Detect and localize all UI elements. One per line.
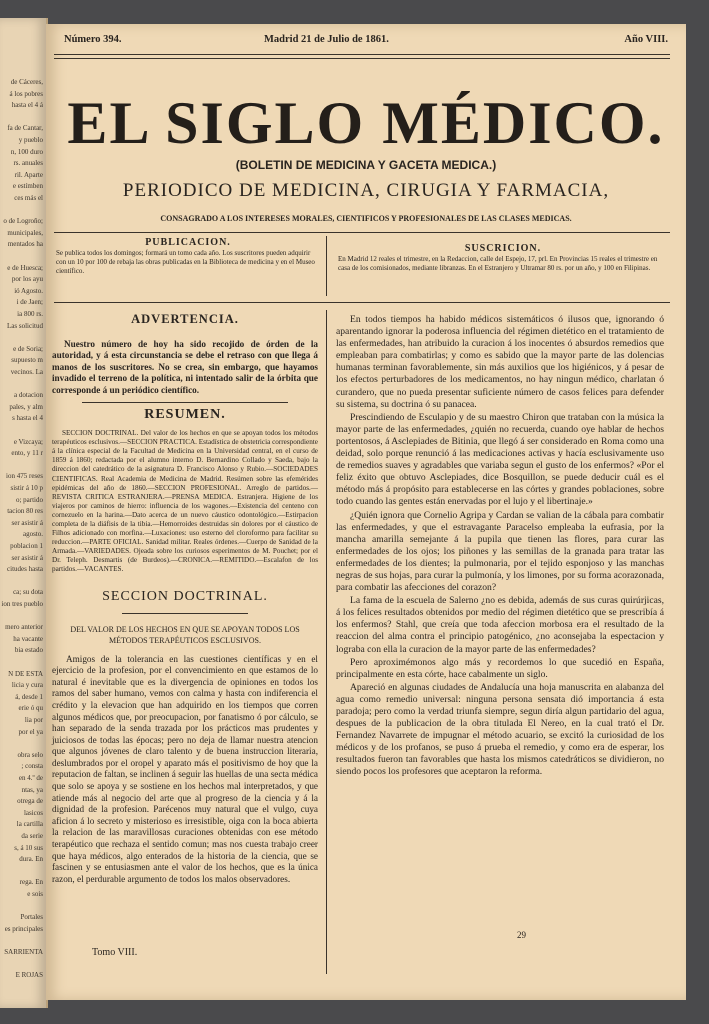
prev-page-line: por el ya xyxy=(18,727,43,736)
prev-page-line: mentados ha xyxy=(7,240,43,249)
prev-page-line: licia y cura xyxy=(11,681,43,690)
right-paragraph: La fama de la escuela de Salerno ¿no es debida, además de sus curas quirúrjicas, á los felices resultados obtenidos por medio del régimen dietético que se prescribía á los enfermos? Stahl, que creía que toda afeccion morbosa era el resultado de la reaccion del alma contra el principio patogénico, ¿no aconsejaba la espectacion y lograba con ella la curacion de la mayor parte de las enfermedades? xyxy=(336,595,664,655)
divider xyxy=(82,402,288,403)
prev-page-line: á, desde 1 xyxy=(15,692,43,701)
prev-page-line: ; consta xyxy=(21,762,43,771)
prev-page-line: ril. Aparte xyxy=(14,170,43,179)
resumen-heading: RESUMEN. xyxy=(144,407,226,423)
left-column xyxy=(52,310,318,885)
prev-page-line: fa de Cantar, xyxy=(7,124,43,133)
newspaper-page xyxy=(46,24,686,1000)
prev-page-line: o; partido xyxy=(15,495,43,504)
prev-page-line: s, á 10 sus xyxy=(14,843,43,852)
prev-page-line: e estímben xyxy=(12,182,43,191)
prev-page-line: ia 800 rs. xyxy=(17,310,43,318)
prev-page-line: por los ayu xyxy=(11,275,43,284)
subtitle-bulletin: (BOLETIN DE MEDICINA Y GACETA MEDICA.) xyxy=(235,158,497,172)
prev-page-line: s hasta el 4 xyxy=(12,414,43,423)
prev-page-line: ion 475 reses xyxy=(6,472,43,481)
publicacion-heading: PUBLICACION. xyxy=(145,237,231,248)
right-column xyxy=(336,314,664,780)
prev-page-line: rs. anuales xyxy=(13,159,43,168)
publicacion-text: Se publica todos los domingos; formará un tomo cada año. Los suscritores pueden adquirir con un 10 por 100 de rebaja las obras publicadas en la Biblioteca de medicina y en el Museo científico. xyxy=(56,249,315,275)
masthead-title: EL SIGLO MÉDICO. xyxy=(67,90,665,156)
prev-page-line: dura. En xyxy=(19,855,43,864)
prev-page-line: mero anterior xyxy=(5,623,43,632)
prev-page-line: agosto. xyxy=(22,530,43,539)
prev-page-line: e sois xyxy=(27,890,43,898)
info-rule-bottom xyxy=(54,302,670,303)
prev-page-line: otrega de xyxy=(17,797,43,806)
prev-page-line: vecinos. La xyxy=(10,368,43,376)
publicacion-box xyxy=(56,238,320,276)
prev-page-line: e de Huesca; xyxy=(7,263,43,272)
resumen-text: SECCION DOCTRINAL. Del valor de los hechos en que se apoyan todos los métodos terapéuticos esclusivos.—SECCION PRACTICA. Estadística de obstetricia correspondiente á la clínica especial de la Facultad de Medicina en la Universidad central, en el curso de 1859 á 1860; redactada por el alumno interno D. Bernardino Collado y Saeda, bajo la direccion del catedrático de la asignatura D. Francisco Alonso y Rubio.—SOCIEDADES CIENTIFICAS. Real Academia de Medicina de Madrid. Resúmen sobre las efemérides epidémicas del año de 1860.—SECCION PROFESIONAL. Arreglo de partidos.—REVISTA CRITICA ESTRANJERA.—PRENSA MEDICA. Estranjera. Higiene de los viajeros por caminos de hierro: influencia de los wagones.—Existencia del centeno con cornezuelo en la harina.—Dato acerca de un nuevo cáustico odontológico.—Estirpacion completa de la diáfisis de la tibia.—Hemorroides destruidas sin dolores por el cáustico de Filhos adicionado con morfina.—Luxaciones: uso esterno del cloroformo para facilitar su reduccion.—PARTE OFICIAL. Sanidad militar. Reales órdenes.—Cuerpo de Sanidad de la Armada.—VARIEDADES. Ojeada sobre los curiosos esperimentos de M. Pouchet; por el Dr. Teleph. Desmartis (de Burdeos).—CRONICA.—REMITIDO.—Escalafon de los partidos.—VACANTES. xyxy=(52,429,318,574)
prev-page-line: y pueblo xyxy=(18,136,43,144)
prev-page-line: ion tres pueblo xyxy=(1,600,43,608)
prev-page-line: ser asistir á xyxy=(11,553,43,562)
prev-page-line: es principales xyxy=(4,924,43,933)
prev-page-line: bia estado xyxy=(14,646,43,655)
prev-page-line: E ROJAS xyxy=(15,971,43,980)
prev-page-line: municipales, xyxy=(7,228,43,237)
doctrinal-text: Amigos de la tolerancia en las cuestiones científicas y en el ejercicio de la profesion, por el convencimiento en que estamos de lo natural é inevitable que es la divergencia de opiniones en todos los ramos del saber humano, vemos con calma y hasta con indiferencia el crédito y la elevacion que han adquirido en los tiempos que corren algunos médicos que, por preocupacion, por fanatismo ó por cálculo, se han separado de la senda trazada por los prácticos mas prudentes y juiciosos de todas las épocas; pero no deja de llamar nuestra atencion que algunos jóvenes de claro talento y de buena instruccion literaria, deslumbrados por el oropel y aparato más el positivismo de hoy que la reputacion de faltan, se inclinen á seguir las huellas de una secta médica que solo se apoya y se sostiene en los hechos mal interpretados, y que atiende más al negocio del arte que al progreso de la ciencia y á la dignidad de la profesion. Parécenos muy natural que el vulgo, cuya aficion á lo secreto y misterioso es irresistible, oiga con la boca abierta la relacion de las maravillosas curaciones obtenidas con ese método terapéutico que rechaza el sentido comun; mas nos cuesta trabajo creer que haya médicos, algo enterados de la historia de la ciencia, que se fascinen y se entusiasmen ante el valor de los hechos, que es la única razon, el perdurable argumento de todos los malos observadores. xyxy=(52,653,318,884)
right-paragraph: En todos tiempos ha habido médicos sistemáticos ó ilusos que, ignorando ó aparentando ignorar la poderosa influencia del régimen dietético en el tratamiento de las enfermedades, han atribuido la curacion á los inocentes ó absurdos remedios que empleaban para combatirlas; y como es sabido que la mayor parte de las dolencias humanas terminan favorablemente, sin más auxilios que los higiénicos, y á pesar de los efectos perturbadores de los medicamentos, no hay ningun médico, charlatan ó curandero, que no pueda presentar suficiente número de casos felices para defender su sistema, su doctrina ó su panacea. xyxy=(336,314,664,410)
prev-page-line: Las solicitud xyxy=(7,321,43,330)
page-number: 29 xyxy=(517,930,526,940)
prev-page-line: ió Agosto. xyxy=(14,286,43,295)
tomo-label: Tomo VIII. xyxy=(92,947,138,958)
divider-2 xyxy=(122,613,248,614)
suscricion-text: En Madrid 12 reales el trimestre, en la Redaccion, calle del Espejo, 17, prl. En Provincias 15 reales el trimestre en casa de los comisionados, mediante libranzas. En el Estranjero y Ultramar 80 rs. por un año, y 100 en Filipinas. xyxy=(338,255,658,272)
prev-page-line: da serie xyxy=(21,832,43,840)
prev-page-line: ento, y 11 r xyxy=(11,449,43,458)
header-rule xyxy=(54,54,670,55)
issue-number: Número 394. xyxy=(64,34,122,45)
prev-page-line: poblacion 1 xyxy=(10,542,43,550)
prev-page-line: N DE ESTA xyxy=(8,669,43,678)
prev-page-line: ser asistir á xyxy=(11,518,43,527)
suscricion-box xyxy=(338,244,668,273)
prev-page-line: ca; su dota xyxy=(13,588,43,597)
prev-page-line: citudes hasta xyxy=(7,565,43,574)
issue-date: Madrid 21 de Julio de 1861. xyxy=(264,34,389,45)
prev-page-line: la cartilla xyxy=(16,820,43,829)
prev-page-line: supuesto m xyxy=(11,356,43,365)
info-rule-top xyxy=(54,232,670,233)
header-rule-2 xyxy=(54,58,670,59)
suscricion-heading: SUSCRICION. xyxy=(464,243,542,254)
prev-page-line: hasta el 4 á xyxy=(11,101,43,110)
prev-page-line: n, 100 duro xyxy=(10,147,43,156)
right-paragraph: Pero aproximémonos algo más y recordemos lo que sucedió en España, principalmente en esta córte, hace cabalmente un siglo. xyxy=(336,656,664,680)
seccion-doctrinal-heading: SECCION DOCTRINAL. xyxy=(102,588,268,604)
prev-page-line: pales, y alm xyxy=(9,402,43,411)
prev-page-line: lia por xyxy=(24,716,43,724)
prev-page-line: i de Jaen; xyxy=(16,298,43,307)
prev-page-line: á los pobres xyxy=(9,89,43,98)
prev-page-line: ces más el xyxy=(14,194,43,202)
previous-page-edge xyxy=(0,18,48,1008)
subtitle-consagrado: CONSAGRADO A LOS INTERESES MORALES, CIENTIFICOS Y PROFESIONALES DE LAS CLASES MEDICAS. xyxy=(160,214,572,223)
prev-page-line: e de Soria; xyxy=(13,344,43,353)
subtitle-periodico: PERIODICO DE MEDICINA, CIRUGIA Y FARMACIA, xyxy=(122,180,610,201)
prev-page-line: Portales xyxy=(20,913,43,922)
prev-page-line: ha vacante xyxy=(13,634,43,643)
prev-page-line: de Cáceres, xyxy=(10,78,43,86)
prev-page-line: sistir á 10 p xyxy=(10,484,43,492)
prev-page-line: e Vizcaya; xyxy=(13,437,43,446)
prev-page-line: o de Logroño; xyxy=(3,217,43,226)
prev-page-line: obra selo xyxy=(17,750,43,759)
right-paragraph: Prescindiendo de Esculapio y de su maestro Chiron que trataban con la música la mayor parte de las enfermedades, ¿quién no recuerda, cuando oye hablar de hechos portentosos, á Asclepiades de Bitinia, que llegó á ser considerado en Roma como una deidad, solo porque renunció á las medicaciones activas y hacía esclusivamente uso de remedios suaves y agradables que variaba segun el gusto de los enfermos? «Por el feliz éxito que obtuvo Asclepiades, dice Bosquillon, se puede deducir cuál es el método más á propósito para establecerse en las córtes y grandes poblaciones, sobre todo cuando las gentes están enervadas por el lujo y el libertinaje.» xyxy=(336,411,664,508)
prev-page-line: en 4.º de xyxy=(18,774,43,782)
article-title: DEL VALOR DE LOS HECHOS EN QUE SE APOYAN TODOS LOS MÉTODOS TERAPÉUTICOS ESCLUSIVOS. xyxy=(70,624,300,645)
prev-page-line: tacion 80 res xyxy=(7,507,43,516)
header-bar xyxy=(64,34,668,50)
prev-page-line: a dotacion xyxy=(14,391,43,400)
prev-page-line: erie ó qu xyxy=(18,704,43,713)
right-paragraph: ¿Quién ignora que Cornelio Agripa y Cardan se valian de la cábala para combatir las enfermedades, y que el estravagante Paracelso empleaba la eufrasia, por la mancha amarilla semejante á la pupila que tienen las flores, para curar las enfermedades de los ojos; los piñones y las semillas de la granada para tratar las enfermedades de los dientes; la pulmonaria, por el tejido esponjoso y las manchas negras de sus hojas, para curar la pulmonía, y los limones, por su forma acorazonada, para combatir las afecciones del corazon? xyxy=(336,509,664,594)
advertencia-text: Nuestro número de hoy ha sido recojido de órden de la autoridad, y á esta circunstancia se debe el retraso con que llega á manos de los suscritores. No se crea, sin embargo, que hayamos invadido el terreno de la política, ni intentado salir de la órbita que corresponde á un periódico científico. xyxy=(52,339,318,395)
prev-page-line: rega. En xyxy=(19,878,43,887)
right-paragraph: Apareció en algunas ciudades de Andalucía una hoja manuscrita en alabanza del agua como remedio universal: ninguna persona sensata dió importancia á esta paradoja; pero como la verdad triunfa siempre, segun diría algun partidario del agua, despues de la publicacion de la obra titulada El Nereo, en la cual trató el Dr. Fernandez Navarrete de impugnar el método acuario, se excitó la curiosidad de los médicos y de los profanos, se puso á prueba el remedio, y como era de esperar, los resultados fueron tan favorables que hasta los mismos catedráticos se dividieron, no siendo pocos los profesores que aceptaron la reforma. xyxy=(336,681,664,778)
prev-page-line: SARRIENTA xyxy=(4,948,43,956)
advertencia-heading: ADVERTENCIA. xyxy=(131,312,239,326)
prev-page-line: lasicos xyxy=(23,808,43,817)
prev-page-line: ntas, ya xyxy=(21,785,43,794)
column-divider xyxy=(326,310,327,974)
issue-year: Año VIII. xyxy=(624,34,668,45)
info-divider xyxy=(326,236,327,296)
